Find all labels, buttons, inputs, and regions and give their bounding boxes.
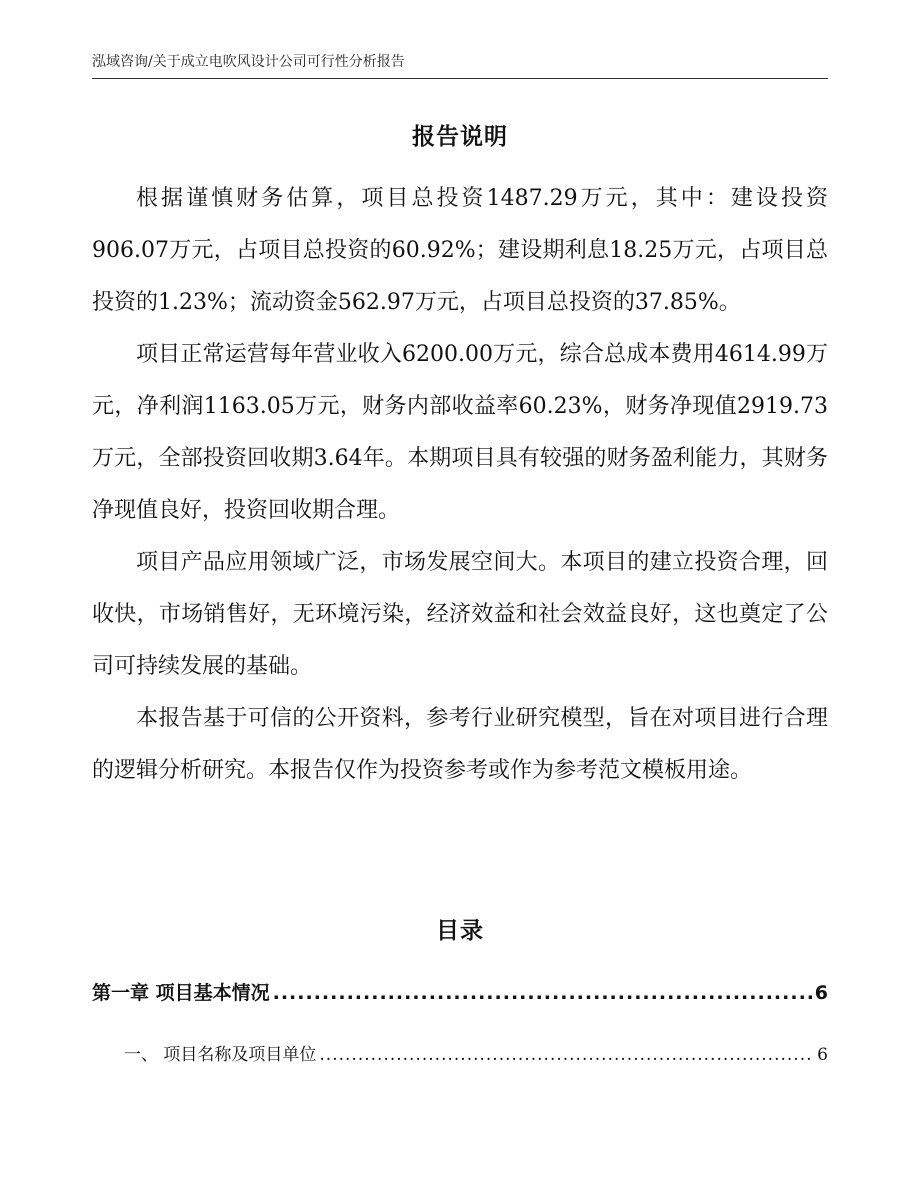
toc-entry-label: 一、 项目名称及项目单位	[124, 1045, 317, 1065]
toc-leader-dots	[273, 982, 812, 1004]
toc-entry-page: 6	[814, 982, 828, 1004]
report-note-body	[92, 173, 828, 797]
toc-entry-section-1[interactable]	[124, 1040, 828, 1065]
paragraph-market: 项目产品应用领域广泛，市场发展空间大。本项目的建立投资合理，回收快，市场销售好，无环境污染，经济效益和社会效益良好，这也奠定了公司可持续发展的基础。	[92, 550, 828, 679]
paragraph-disclaimer: 本报告基于可信的公开资料，参考行业研究模型，旨在对项目进行合理的逻辑分析研究。本报告仅作为投资参考或作为参考范文模板用途。	[92, 706, 828, 783]
report-note-title: 报告说明	[412, 124, 508, 150]
toc-entry-chapter-1[interactable]	[92, 978, 828, 1005]
toc-leader-dots	[319, 1045, 814, 1065]
paragraph-investment: 根据谨慎财务估算，项目总投资1487.29万元，其中：建设投资906.07万元，占项目总投资的60.92%；建设期利息18.25万元，占项目总投资的1.23%；流动资金562.97万元，占项目总投资的37.85%。	[92, 186, 828, 315]
toc-entry-page: 6	[817, 1045, 828, 1065]
toc-title: 目录	[436, 918, 484, 944]
paragraph-financials: 项目正常运营每年营业收入6200.00万元，综合总成本费用4614.99万元，净利润1163.05万元，财务内部收益率60.23%，财务净现值2919.73万元，全部投资回收期3.64年。本期项目具有较强的财务盈利能力，其财务净现值良好，投资回收期合理。	[92, 342, 828, 523]
toc-entry-label: 第一章 项目基本情况	[92, 982, 270, 1004]
header-divider	[92, 78, 828, 79]
running-header: 泓域咨询/关于成立电吹风设计公司可行性分析报告	[92, 54, 405, 70]
